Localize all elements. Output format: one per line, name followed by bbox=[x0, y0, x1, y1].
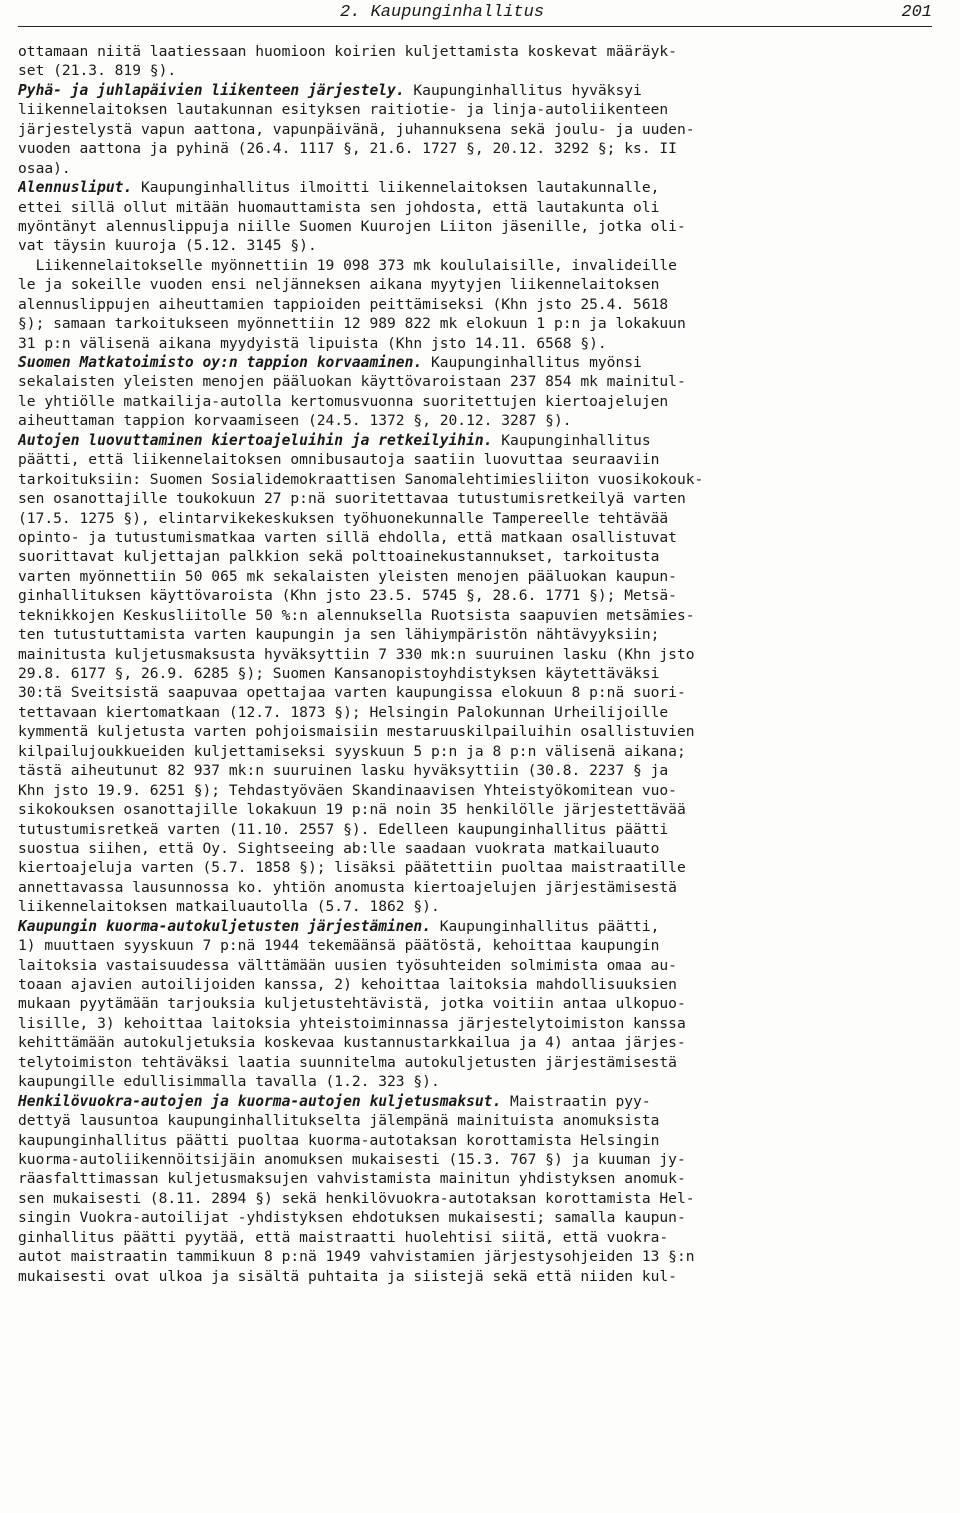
text-line bbox=[18, 878, 938, 897]
line-text: mukaisesti ovat ulkoa ja sisältä puhtaita ja siistejä sekä että niiden kul- bbox=[18, 1267, 677, 1285]
line-text: le ja sokeille vuoden ensi neljänneksen aikana myytyjen liikennelaitoksen bbox=[18, 276, 660, 294]
text-line bbox=[18, 411, 938, 430]
line-text: Kaupunginhallitus hyväksyi bbox=[404, 81, 642, 99]
line-text: autot maistraatin tammikuun 8 p:nä 1949 vahvistamien järjestysohjeiden 13 §:n bbox=[18, 1248, 695, 1266]
text-line bbox=[18, 975, 938, 994]
line-text: osaa). bbox=[18, 159, 71, 177]
line-text: Kaupunginhallitus myönsi bbox=[422, 354, 642, 371]
text-line bbox=[18, 606, 938, 625]
text-line bbox=[18, 42, 938, 61]
line-text: Kaupunginhallitus ilmoitti liikennelaitoksen lautakunnalle, bbox=[132, 179, 660, 197]
text-line bbox=[18, 120, 938, 139]
text-line bbox=[18, 956, 938, 975]
line-text: set (21.3. 819 §). bbox=[18, 62, 177, 80]
line-text: kilpailujoukkueiden kuljettamiseksi syyskuun 5 p:n ja 8 p:n välisenä aikana; bbox=[18, 742, 686, 760]
line-text: 29.8. 6177 §, 26.9. 6285 §); Suomen Kansanopistoyhdistyksen käytettäväksi bbox=[18, 665, 660, 682]
text-line bbox=[18, 470, 938, 489]
text-line bbox=[18, 994, 938, 1013]
text-line bbox=[18, 1092, 938, 1111]
text-line bbox=[18, 198, 938, 217]
text-line bbox=[18, 1131, 938, 1150]
section-heading: Henkilövuokra-autojen ja kuorma-autojen kuljetusmaksut. bbox=[18, 1092, 502, 1110]
line-text: liikennelaitoksen matkailuautolla (5.7. 1862 §). bbox=[18, 898, 440, 916]
line-text: vuoden aattona ja pyhinä (26.4. 1117 §, 21.6. 1727 §, 20.12. 3292 §; ks. II bbox=[18, 140, 677, 158]
line-text: järjestelystä vapun aattona, vapunpäivänä, juhannuksena sekä joulu- ja uuden- bbox=[18, 120, 695, 138]
text-line bbox=[18, 1072, 938, 1091]
line-text: kuorma-autoliikennöitsijäin anomuksen mukaisesti (15.3. 767 §) ja kuuman jy- bbox=[18, 1150, 686, 1168]
text-line bbox=[18, 450, 938, 469]
line-text: mukaan pyytämään tarjouksia kuljetustehtävistä, jotka voitiin antaa ulkopuo- bbox=[18, 995, 686, 1013]
body-text bbox=[18, 42, 938, 1286]
line-text: Kaupunginhallitus bbox=[492, 431, 651, 449]
text-line bbox=[18, 431, 938, 450]
line-text: kaupunginhallitus päätti puoltaa kuorma-autotaksan korottamista Helsingin bbox=[18, 1131, 660, 1149]
running-title: 2. Kaupunginhallitus bbox=[340, 3, 545, 22]
text-line bbox=[18, 178, 938, 197]
line-text: aiheuttaman tappion korvaamiseen (24.5. 1372 §, 20.12. 3287 §). bbox=[18, 412, 572, 430]
text-line bbox=[18, 295, 938, 314]
text-line bbox=[18, 353, 938, 372]
text-line bbox=[18, 236, 938, 255]
text-line bbox=[18, 256, 938, 275]
text-line bbox=[18, 1169, 938, 1188]
line-text: alennuslippujen aiheuttamien tappioiden peittämiseksi (Khn jsto 25.4. 5618 bbox=[18, 295, 669, 313]
text-line bbox=[18, 372, 938, 391]
text-line bbox=[18, 1247, 938, 1266]
section-heading: Pyhä- ja juhlapäivien liikenteen järjestely. bbox=[18, 81, 405, 99]
text-line bbox=[18, 1111, 938, 1130]
line-text: ottamaan niitä laatiessaan huomioon koirien kuljettamista koskevat määräyk- bbox=[18, 43, 677, 60]
section-heading: Alennusliput. bbox=[18, 179, 133, 197]
text-line bbox=[18, 334, 938, 353]
line-text: sen osanottajille toukokuun 27 p:nä suoritettavaa tutustumisretkeilyä varten bbox=[18, 490, 686, 508]
line-text: Khn jsto 19.9. 6251 §); Tehdastyöväen Skandinaavisen Yhteistyökomitean vuo- bbox=[18, 781, 677, 799]
line-text: vat täysin kuuroja (5.12. 3145 §). bbox=[18, 237, 317, 255]
text-line bbox=[18, 509, 938, 528]
line-text: kaupungille edullisimmalla tavalla (1.2. 323 §). bbox=[18, 1073, 440, 1091]
line-text: (17.5. 1275 §), elintarvikekeskuksen työhuonekunnalle Tampereelle tehtävää bbox=[18, 509, 669, 527]
text-line bbox=[18, 1014, 938, 1033]
line-text: räasfalttimassan kuljetusmaksujen vahvistamista mainitun yhdistyksen anomuk- bbox=[18, 1170, 686, 1188]
line-text: 1) muuttaen syyskuun 7 p:nä 1944 tekemäänsä päätöstä, kehoittaa kaupungin bbox=[18, 937, 660, 955]
text-line bbox=[18, 489, 938, 508]
page-header bbox=[18, 2, 932, 27]
line-text: tästä aiheutunut 82 937 mk:n suuruinen lasku hyväksyttiin (30.8. 2237 § ja bbox=[18, 762, 669, 780]
text-line bbox=[18, 683, 938, 702]
line-text: lisille, 3) kehoittaa laitoksia yhteistoiminnassa järjestelytoimiston kanssa bbox=[18, 1014, 686, 1032]
line-text: ten tutustuttamista varten kaupungin ja sen lähiympäristön nähtävyyksiin; bbox=[18, 626, 660, 644]
text-line bbox=[18, 625, 938, 644]
line-text: 31 p:n välisenä aikana myydyistä lipuista (Khn jsto 14.11. 6568 §). bbox=[18, 334, 607, 352]
line-text: telytoimiston tehtäväksi laatia suunnitelma autokuljetusten järjestämisestä bbox=[18, 1053, 677, 1071]
line-text: päätti, että liikennelaitoksen omnibusautoja saatiin luovuttaa seuraaviin bbox=[18, 451, 660, 469]
text-line bbox=[18, 800, 938, 819]
line-text: tarkoituksiin: Suomen Sosialidemokraattisen Sanomalehtimiesliiton vuosikokouk- bbox=[18, 470, 704, 488]
line-text: ettei sillä ollut mitään huomauttamista sen johdosta, että lautakunta oli bbox=[18, 198, 660, 216]
line-text: teknikkojen Keskusliitolle 50 %:n alennuksella Ruotsista saapuvien metsämies- bbox=[18, 606, 695, 624]
text-line bbox=[18, 703, 938, 722]
line-text: tettavaan kiertomatkaan (12.7. 1873 §); Helsingin Palokunnan Urheilijoille bbox=[18, 703, 669, 721]
text-line bbox=[18, 159, 938, 178]
line-text: myöntänyt alennuslippuja niille Suomen Kuurojen Liiton jäsenille, jotka oli- bbox=[18, 217, 686, 235]
text-line bbox=[18, 664, 938, 683]
section-heading: Suomen Matkatoimisto oy:n tappion korvaaminen. bbox=[18, 354, 423, 371]
line-text: Kaupunginhallitus päätti, bbox=[430, 917, 660, 935]
text-line bbox=[18, 528, 938, 547]
text-line bbox=[18, 100, 938, 119]
section-heading: Kaupungin kuorma-autokuljetusten järjestäminen. bbox=[18, 917, 431, 935]
line-text: kehittämään autokuljetuksia koskevaa kustannustarkkailua ja 4) antaa järjes- bbox=[18, 1034, 686, 1052]
text-line bbox=[18, 275, 938, 294]
line-text: 30:tä Sveitsistä saapuvaa opettajaa varten kaupungissa elokuun 8 p:nä suori- bbox=[18, 684, 686, 702]
text-line bbox=[18, 839, 938, 858]
line-text: sekalaisten yleisten menojen pääluokan käyttövaroistaan 237 854 mk mainitul- bbox=[18, 373, 686, 391]
text-line bbox=[18, 1053, 938, 1072]
text-line bbox=[18, 1033, 938, 1052]
line-text: suorittavat kuljettajan palkkion sekä polttoainekustannukset, tarkoitusta bbox=[18, 548, 660, 566]
line-text: suostua siihen, että Oy. Sightseeing ab:lle saadaan vuokrata matkailuauto bbox=[18, 839, 660, 857]
line-text: kiertoajeluja varten (5.7. 1858 §); lisäksi päätettiin puoltaa maistraatille bbox=[18, 859, 686, 877]
text-line bbox=[18, 217, 938, 236]
text-line bbox=[18, 586, 938, 605]
line-text: mainitusta kuljetusmaksusta hyväksyttiin 7 330 mk:n suuruinen lasku (Khn jsto bbox=[18, 645, 695, 663]
section-heading: Autojen luovuttaminen kiertoajeluihin ja retkeilyihin. bbox=[18, 431, 493, 449]
line-text: varten myönnettiin 50 065 mk sekalaisten yleisten menojen pääluokan kaupun- bbox=[18, 567, 677, 585]
page-number: 201 bbox=[901, 3, 932, 22]
text-line bbox=[18, 1189, 938, 1208]
text-line bbox=[18, 742, 938, 761]
text-line bbox=[18, 1228, 938, 1247]
text-line bbox=[18, 722, 938, 741]
line-text: dettyä lausuntoa kaupunginhallitukselta jälempänä mainituista anomuksista bbox=[18, 1112, 660, 1130]
line-text: ginhallituksen käyttövaroista (Khn jsto 23.5. 5745 §, 28.6. 1771 §); Metsä- bbox=[18, 587, 677, 605]
text-line bbox=[18, 314, 938, 333]
line-text: le yhtiölle matkailija-autolla kertomusvuonna suoritettujen kiertoajelujen bbox=[18, 392, 669, 410]
line-text: sen mukaisesti (8.11. 2894 §) sekä henkilövuokra-autotaksan korottamista Hel- bbox=[18, 1189, 695, 1207]
text-line bbox=[18, 392, 938, 411]
text-line bbox=[18, 1208, 938, 1227]
line-text: opinto- ja tutustumismatkaa varten sillä ehdolla, että matkaan osallistuvat bbox=[18, 528, 677, 546]
text-line bbox=[18, 81, 938, 100]
text-line bbox=[18, 645, 938, 664]
line-text: Maistraatin pyy- bbox=[501, 1092, 651, 1110]
line-text: tutustumisretkeä varten (11.10. 2557 §). Edelleen kaupunginhallitus päätti bbox=[18, 820, 669, 838]
line-text: kymmentä kuljetusta varten pohjoismaisiin mestaruuskilpailuihin osallistuvien bbox=[18, 723, 695, 741]
line-text: §); samaan tarkoitukseen myönnettiin 12 989 822 mk elokuun 1 p:n ja lokakuun bbox=[18, 315, 686, 333]
text-line bbox=[18, 139, 938, 158]
text-line bbox=[18, 567, 938, 586]
line-text: liikennelaitoksen lautakunnan esityksen raitiotie- ja linja-autoliikenteen bbox=[18, 101, 669, 119]
line-text: annettavassa lausunnossa ko. yhtiön anomusta kiertoajelujen järjestämisestä bbox=[18, 878, 677, 896]
text-line bbox=[18, 1267, 938, 1286]
line-text: sikokouksen osanottajille lokakuun 19 p:nä noin 35 henkilölle järjestettävää bbox=[18, 801, 686, 819]
text-line bbox=[18, 858, 938, 877]
line-text: laitoksia vastaisuudessa välttämään uusien työsuhteiden solmimista omaa au- bbox=[18, 956, 677, 974]
text-line bbox=[18, 61, 938, 80]
line-text: toaan ajavien autoilijoiden kanssa, 2) kehoittaa laitoksia mahdollisuuksien bbox=[18, 976, 677, 993]
text-line bbox=[18, 781, 938, 800]
line-text: singin Vuokra-autoilijat -yhdistyksen ehdotuksen mukaisesti; samalla kaupun- bbox=[18, 1209, 686, 1227]
text-line bbox=[18, 547, 938, 566]
text-line bbox=[18, 917, 938, 936]
line-text: ginhallitus päätti pyytää, että maistraatti huolehtisi siitä, että vuokra- bbox=[18, 1228, 669, 1246]
text-line bbox=[18, 761, 938, 780]
text-line bbox=[18, 936, 938, 955]
text-line bbox=[18, 1150, 938, 1169]
line-text: Liikennelaitokselle myönnettiin 19 098 373 mk koululaisille, invalideille bbox=[18, 256, 677, 274]
text-line bbox=[18, 897, 938, 916]
text-line bbox=[18, 820, 938, 839]
